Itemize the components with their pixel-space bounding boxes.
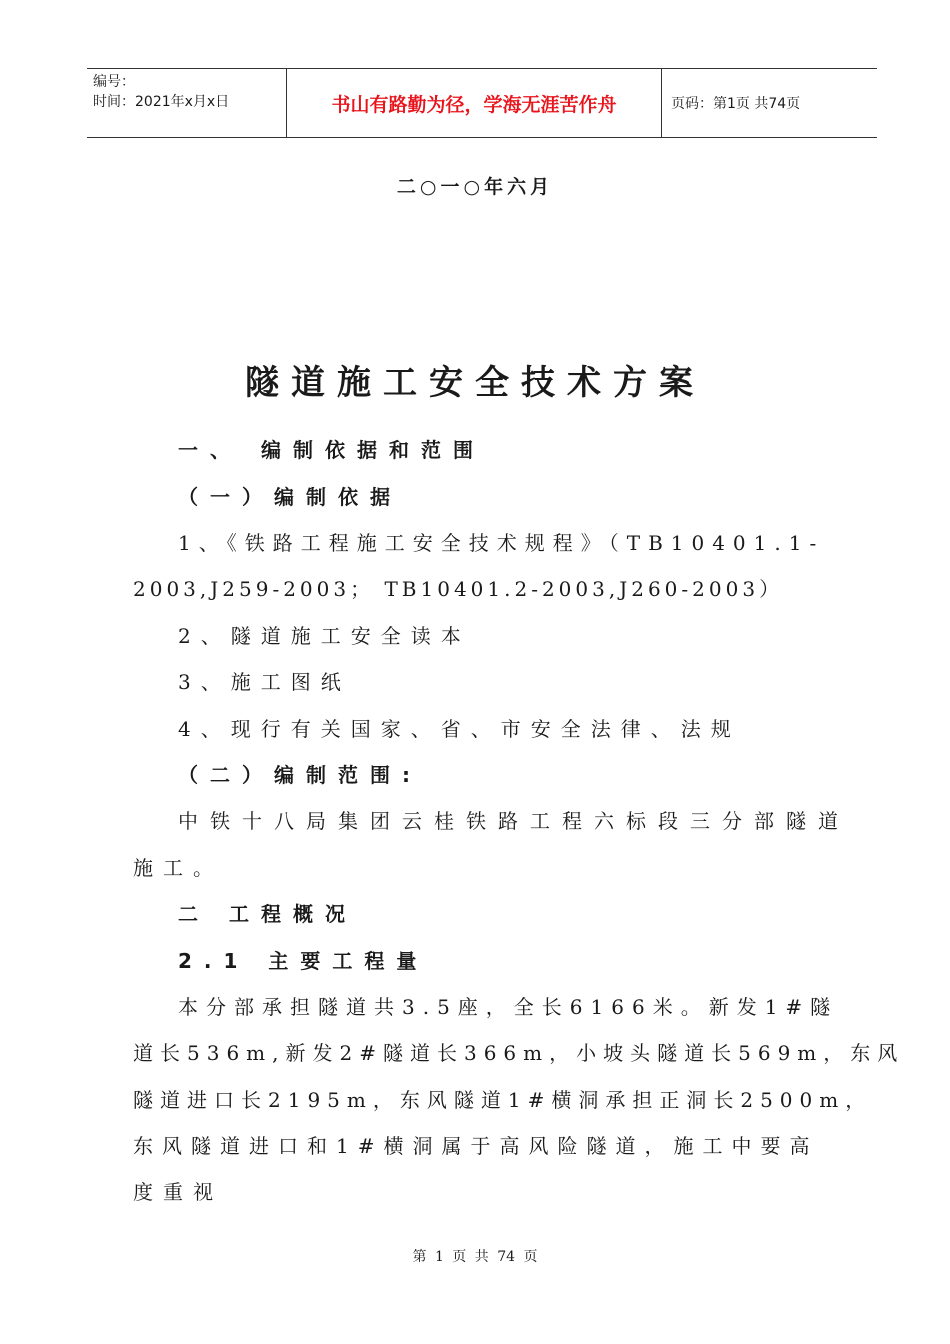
subsection-heading-scope: （二）编制范围: bbox=[178, 763, 422, 787]
section-heading-2: 二 工程概况 bbox=[178, 902, 357, 926]
section-heading-1: 一、 编制依据和范围 bbox=[178, 438, 485, 462]
list-item-1b: 2003,J259-2003； TB10401.2-2003,J260-2003） bbox=[133, 577, 784, 601]
list-item-3: 3、施工图纸 bbox=[178, 670, 351, 694]
paragraph-line-3: 隧道进口长2195m，东风隧道1#横洞承担正洞长2500m， bbox=[133, 1088, 873, 1112]
list-item-2: 2、隧道施工安全读本 bbox=[178, 624, 471, 648]
scope-text-a: 中铁十八局集团云桂铁路工程六标段三分部隧道 bbox=[178, 809, 850, 833]
paragraph-line-1: 本分部承担隧道共3.5座，全长6166米。新发1#隧 bbox=[178, 995, 839, 1019]
time-label: 时间：2021年x月x日 bbox=[93, 94, 230, 110]
cover-date: 二○一○年六月 bbox=[396, 176, 554, 198]
subsection-heading-basis: （一）编制依据 bbox=[178, 485, 402, 509]
header-page-info: 页码：第1页 共74页 bbox=[671, 96, 801, 112]
paragraph-line-5: 度重视 bbox=[133, 1180, 223, 1204]
number-label: 编号： bbox=[93, 74, 135, 90]
page-header bbox=[87, 68, 877, 138]
header-meta bbox=[87, 69, 287, 137]
page-footer: 第 1 页 共 74 页 bbox=[412, 1249, 538, 1265]
subsection-heading-quantities: 2.1 主要工程量 bbox=[178, 949, 429, 973]
list-item-1a: 1、《铁路工程施工安全技术规程》（TB10401.1- bbox=[178, 531, 825, 555]
paragraph-line-4: 东风隧道进口和1#横洞属于高风险隧道，施工中要高 bbox=[133, 1134, 819, 1158]
document-title: 隧道施工安全技术方案 bbox=[245, 363, 705, 403]
list-item-4: 4、现行有关国家、省、市安全法律、法规 bbox=[178, 717, 741, 741]
scope-text-b: 施工。 bbox=[133, 856, 223, 880]
paragraph-line-2: 道长536m,新发2#隧道长366m，小坡头隧道长569m，东风 bbox=[133, 1041, 905, 1065]
header-motto: 书山有路勤为径，学海无涯苦作舟 bbox=[287, 69, 662, 137]
